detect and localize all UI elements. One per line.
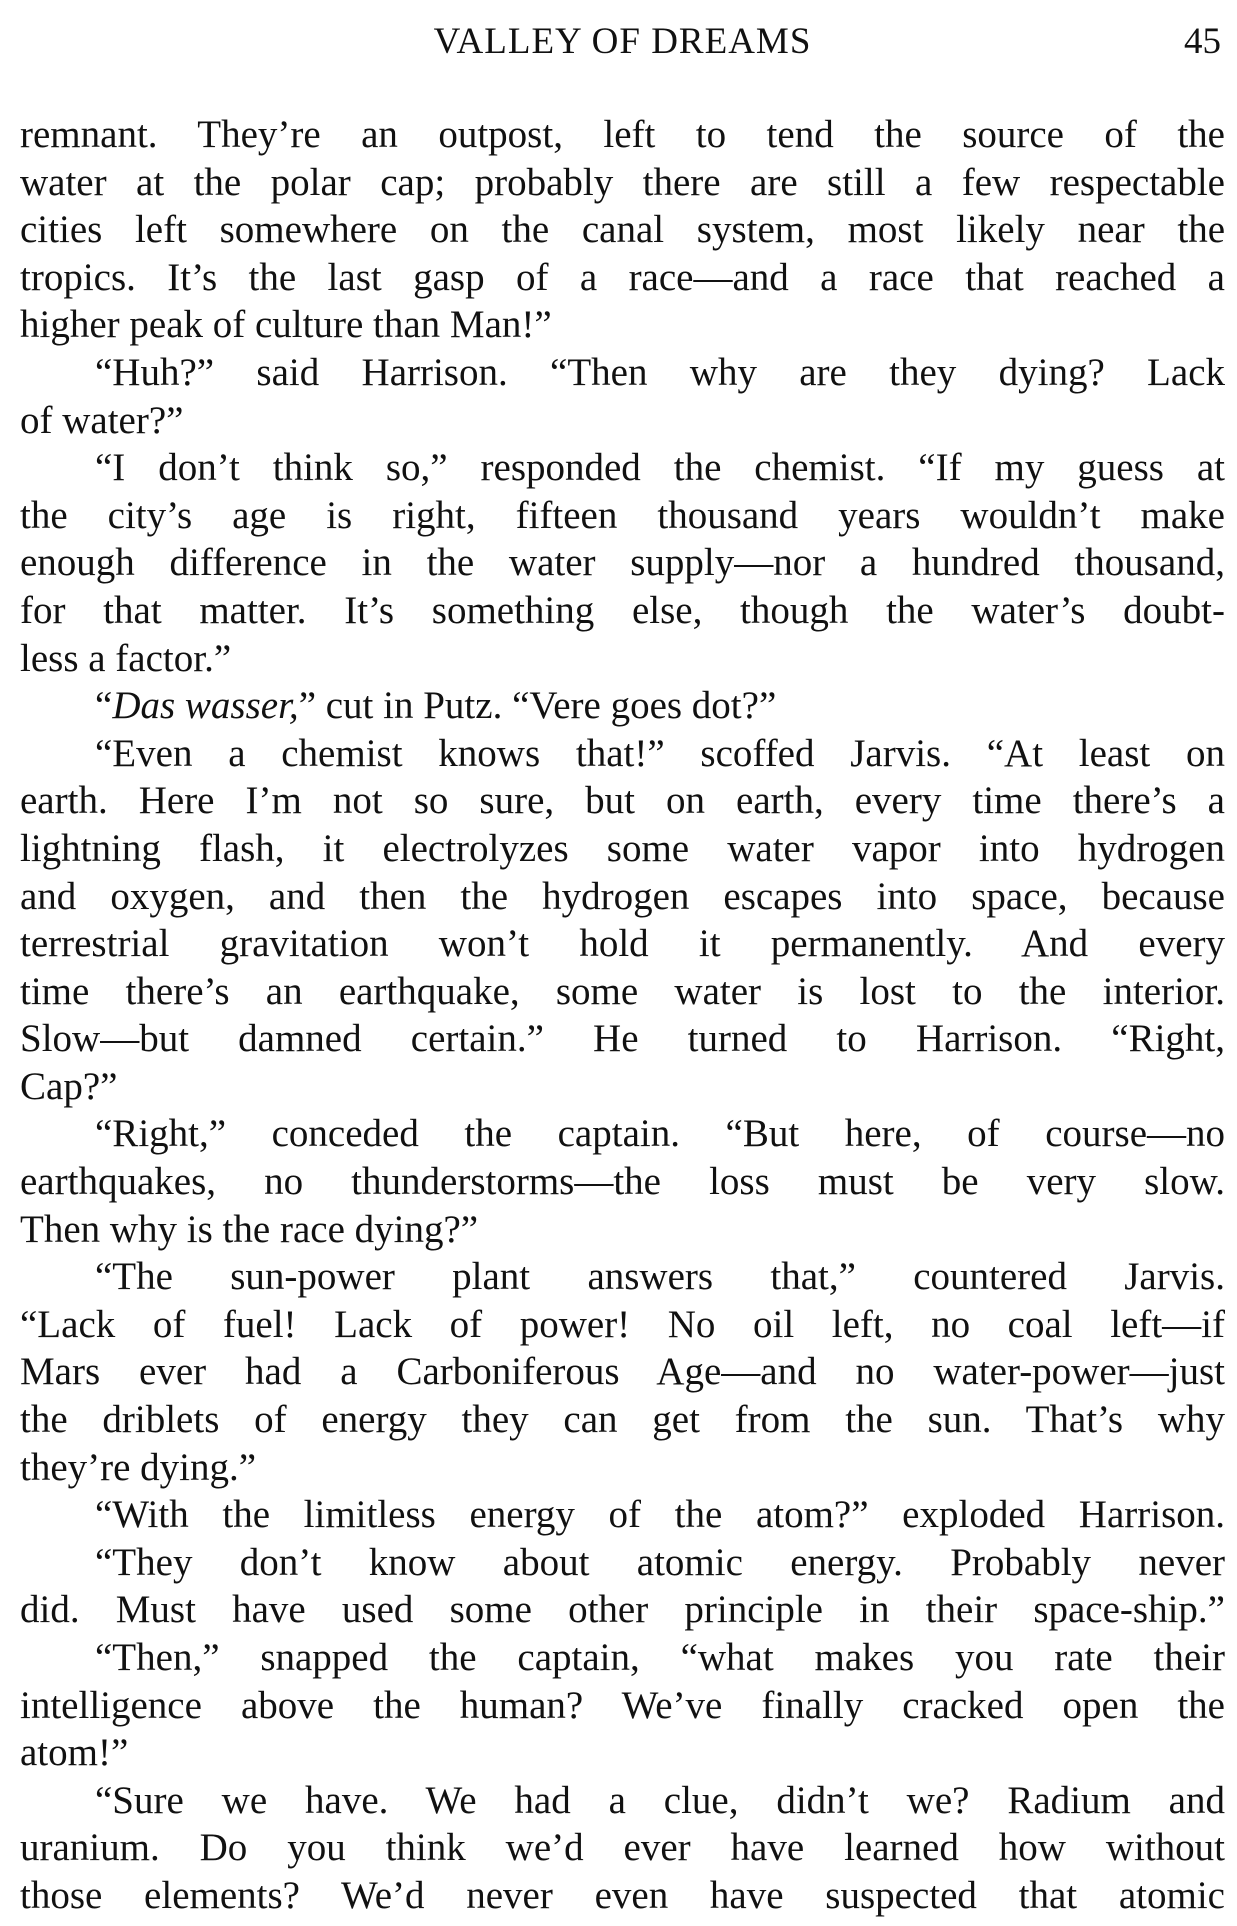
running-head: VALLEY OF DREAMS <box>433 21 812 62</box>
body-text <box>20 111 1225 1920</box>
text-line: “Sure we have. We had a clue, didn’t we? Radium and <box>95 1778 1225 1822</box>
text-line: higher peak of culture than Man!” <box>20 303 552 347</box>
text-line: “The sun-power plant answers that,” countered Jarvis. <box>95 1255 1225 1299</box>
book-page <box>20 0 1225 1926</box>
text-line: Mars ever had a Carboniferous Age—and no water-power—just <box>20 1350 1225 1394</box>
text-line: time there’s an earthquake, some water is lost to the interior. <box>20 969 1225 1013</box>
italic-phrase: Das wasser, <box>112 684 299 728</box>
text-line: intelligence above the human? We’ve finally cracked open the <box>20 1683 1225 1727</box>
text-line: “They don’t know about atomic energy. Probably never <box>95 1540 1225 1584</box>
text-line: earthquakes, no thunderstorms—the loss must be very slow. <box>20 1160 1225 1204</box>
text-line: “Lack of fuel! Lack of power! No oil left, no coal left—if <box>20 1302 1225 1346</box>
text-line: “I don’t think so,” responded the chemist. “If my guess at <box>95 446 1225 490</box>
text-line: less a factor.” <box>20 636 232 680</box>
text-line: water at the polar cap; probably there are still a few respectable <box>20 160 1225 204</box>
text-line: terrestrial gravitation won’t hold it permanently. And every <box>20 922 1225 966</box>
text-line: “Even a chemist knows that!” scoffed Jarvis. “At least on <box>95 731 1225 775</box>
text-line: of water?” <box>20 398 184 442</box>
text-line: remnant. They’re an outpost, left to tend the source of the <box>20 113 1225 156</box>
text-line: atom!” <box>20 1731 129 1775</box>
text-line: uranium. Do you think we’d ever have learned how without <box>20 1826 1225 1870</box>
text-line: the driblets of energy they can get from the sun. That’s why <box>20 1398 1225 1442</box>
text-line: and oxygen, and then the hydrogen escapes into space, because <box>20 874 1225 918</box>
text-line: “Then,” snapped the captain, “what makes you rate their <box>95 1636 1225 1679</box>
text-line: the city’s age is right, fifteen thousand years wouldn’t make <box>20 493 1225 537</box>
text-line: did. Must have used some other principle in their space-ship.” <box>20 1588 1225 1632</box>
text-line: for that matter. It’s something else, though the water’s doubt- <box>20 588 1225 632</box>
text-line: “Huh?” said Harrison. “Then why are they dying? Lack <box>95 350 1225 394</box>
text-line: “Das wasser,” cut in Putz. “Vere goes dot?” <box>95 684 777 728</box>
text-line: earth. Here I’m not so sure, but on earth, every time there’s a <box>20 779 1225 823</box>
text-line: cities left somewhere on the canal system, most likely near the <box>20 208 1225 252</box>
text-line: Then why is the race dying?” <box>20 1207 479 1251</box>
text-line: Cap?” <box>20 1064 118 1108</box>
text-line: “Right,” conceded the captain. “But here, of course—no <box>95 1112 1225 1156</box>
text-line: lightning flash, it electrolyzes some water vapor into hydrogen <box>20 826 1225 870</box>
text-line: “With the limitless energy of the atom?” exploded Harrison. <box>95 1493 1225 1537</box>
text-line: enough difference in the water supply—nor a hundred thousand, <box>20 541 1225 585</box>
page-header <box>20 18 1225 66</box>
text-line: they’re dying.” <box>20 1445 257 1489</box>
text-line: those elements? We’d never even have suspected that atomic <box>20 1873 1225 1917</box>
text-line: Slow—but damned certain.” He turned to Harrison. “Right, <box>20 1017 1225 1061</box>
text-line: tropics. It’s the last gasp of a race—and a race that reached a <box>20 255 1225 299</box>
page-number: 45 <box>1184 21 1221 62</box>
